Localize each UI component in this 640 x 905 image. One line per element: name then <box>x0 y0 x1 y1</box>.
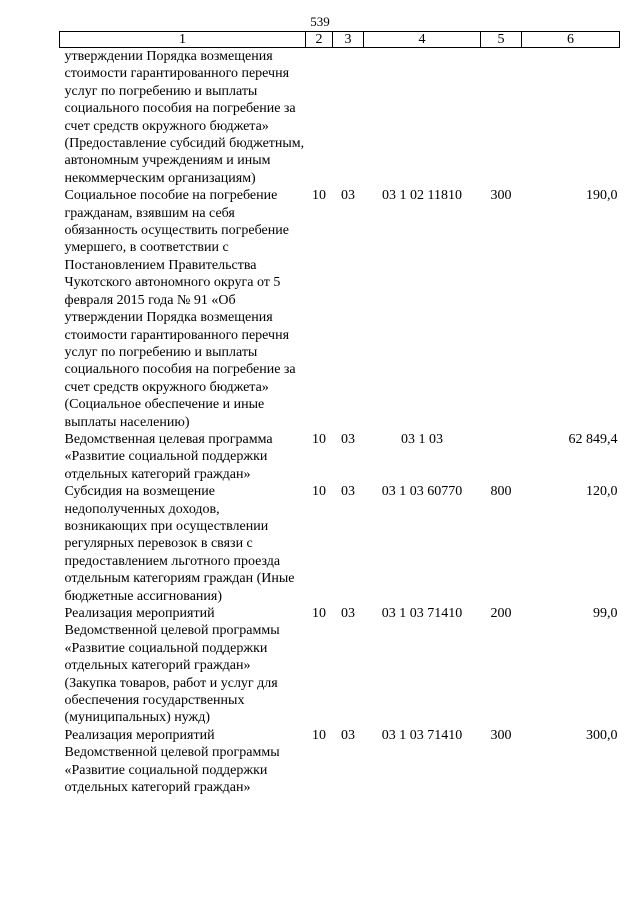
row-section <box>306 48 333 188</box>
header-row <box>60 32 620 48</box>
row-name: Социальное пособие на погребение гражданам, взявшим на себя обязанность осуществить погребение умершего, в соответствии с Постановлением Правительства Чукотского автономного округа от 5 февраля 2015 года № 91 «Об утверждении Порядка возмещения стоимости гарантированного перечня услуг по погребению и выплаты социального пособия на погребение за счет средств окружного бюджета» (Социальное обеспечение и иные выплаты населению) <box>64 188 296 430</box>
row-amount: 120,0 <box>586 484 618 500</box>
row-expense-type: 800 <box>490 484 512 500</box>
budget-table <box>59 31 620 796</box>
column-header-2: 2 <box>306 32 333 48</box>
row-target-code: 03 1 02 11810 <box>382 188 462 204</box>
row-expense-type <box>481 431 522 483</box>
table-body <box>60 48 620 797</box>
row-section: 10 <box>312 606 326 621</box>
table-row <box>60 483 620 605</box>
row-subsection: 03 <box>341 606 355 621</box>
row-subsection: 03 <box>341 188 355 204</box>
column-header-4: 4 <box>364 32 481 48</box>
column-header-1: 1 <box>60 32 306 48</box>
table-row <box>60 431 620 483</box>
row-target-code <box>364 48 481 188</box>
row-expense-type: 300 <box>490 727 512 743</box>
row-name: Ведомственная целевая программа «Развитие социальной поддержки отдельных категорий граждан» <box>64 431 273 482</box>
row-subsection: 03 <box>341 727 355 743</box>
row-subsection <box>333 48 364 188</box>
row-name: Реализация мероприятий Ведомственной целевой программы «Развитие социальной поддержки отдельных категорий граждан» <box>64 727 280 796</box>
row-target-code: 03 1 03 60770 <box>381 484 463 500</box>
row-section: 10 <box>312 727 326 743</box>
table-header <box>60 32 620 48</box>
row-subsection: 03 <box>341 431 355 447</box>
row-name: Субсидия на возмещение недополученных доходов, возникающих при осуществлении регулярных перевозок в связи с предоставлением льготного проезда отдельным категориям граждан (Иные бюджетные ассигнования) <box>64 484 295 604</box>
column-header-5: 5 <box>481 32 522 48</box>
column-header-3: 3 <box>333 32 364 48</box>
row-target-code: 03 1 03 71410 <box>381 727 463 743</box>
row-target-code: 03 1 03 <box>401 431 443 447</box>
row-name: Реализация мероприятий Ведомственной целевой программы «Развитие социальной поддержки отдельных категорий граждан» (Закупка товаров, работ и услуг для обеспечения государственных (муниципальных) нужд) <box>64 606 280 726</box>
table-row <box>60 727 620 797</box>
row-name: утверждении Порядка возмещения стоимости гарантированного перечня услуг по погребению и выплаты социального пособия на погребение за счет средств окружного бюджета» (Предоставление субсидий бюджетным, автономным учреждениям и иным некоммерческим организациям) <box>64 49 305 186</box>
row-section: 10 <box>312 431 326 447</box>
row-section: 10 <box>312 484 326 500</box>
table-row <box>60 187 620 431</box>
column-header-6: 6 <box>522 32 620 48</box>
page-number: 539 <box>310 14 330 29</box>
row-amount: 99,0 <box>593 606 618 621</box>
row-expense-type: 200 <box>490 606 512 621</box>
row-amount: 300,0 <box>586 727 618 743</box>
table-row <box>60 605 620 727</box>
row-amount <box>522 48 620 188</box>
row-expense-type: 300 <box>490 188 512 204</box>
row-target-code: 03 1 03 71410 <box>381 606 463 621</box>
row-subsection: 03 <box>341 484 355 500</box>
table-row <box>60 48 620 188</box>
row-section: 10 <box>312 188 326 204</box>
row-amount: 190,0 <box>586 188 618 204</box>
row-expense-type <box>481 48 522 188</box>
row-amount: 62 849,4 <box>568 431 618 447</box>
